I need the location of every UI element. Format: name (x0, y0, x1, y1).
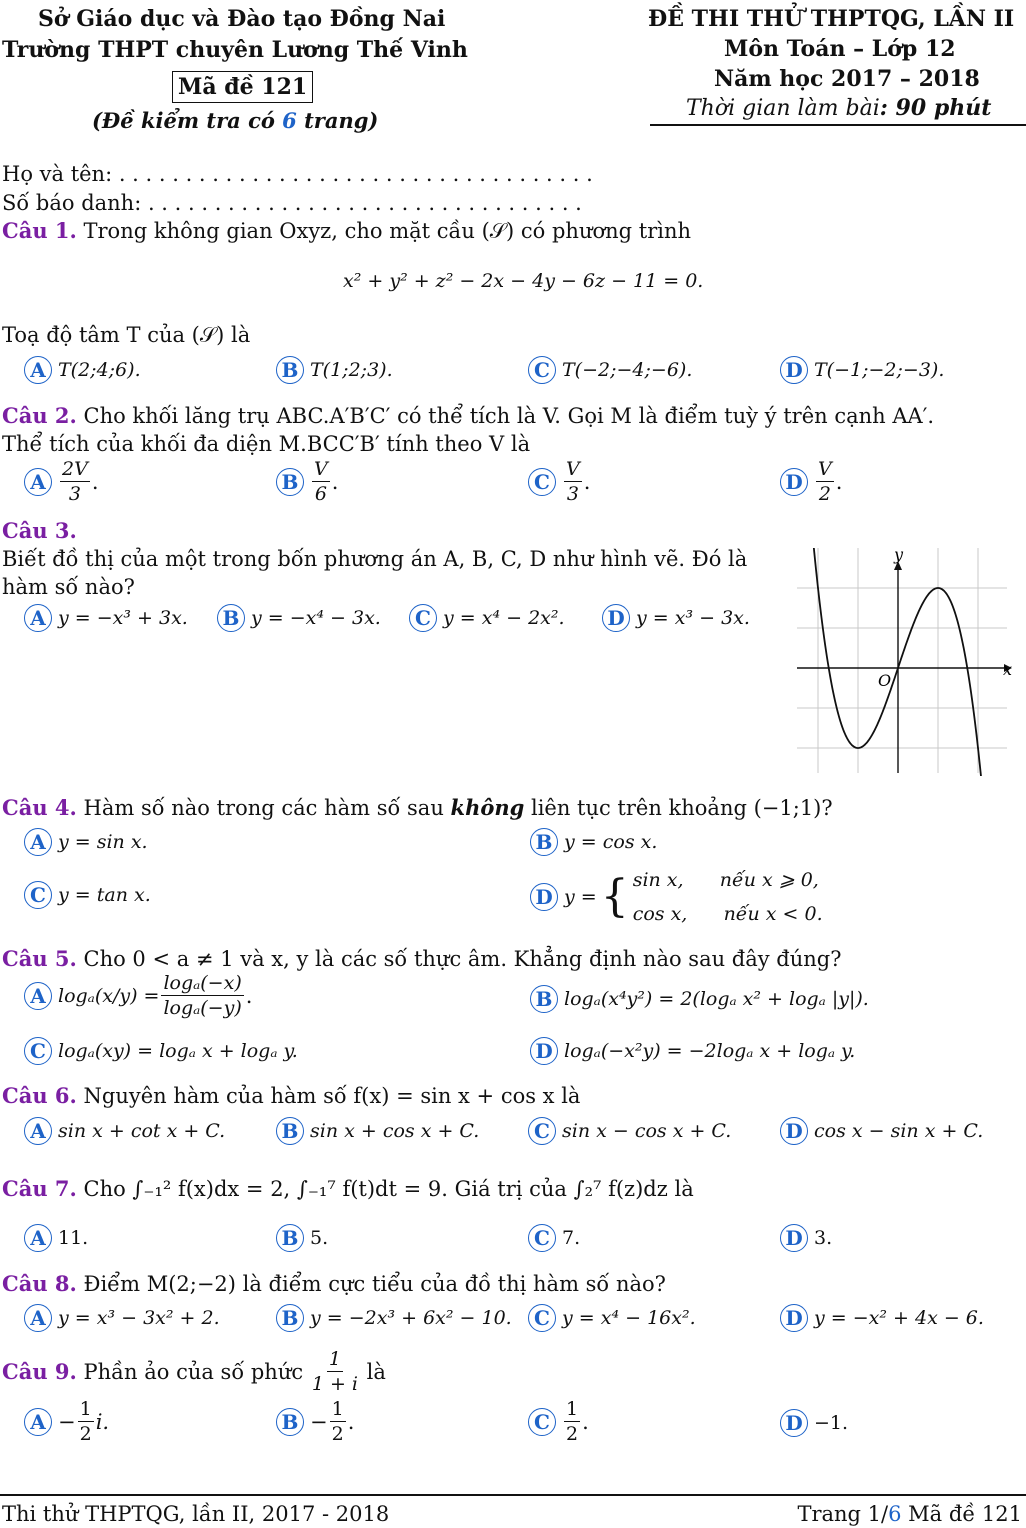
question-2 (2, 403, 934, 428)
question-label: Câu 8. (2, 1271, 77, 1296)
answer-a[interactable] (24, 604, 188, 632)
question-1 (2, 218, 691, 244)
answer-c[interactable]: C $\frac{V}{3}$ . (528, 457, 590, 506)
option-marker-b: B (276, 1408, 304, 1436)
answer-d[interactable] (780, 1409, 848, 1437)
option-marker-b: B (276, 1224, 304, 1252)
answer-d[interactable] (602, 604, 750, 632)
question-text-2: Thể tích của khối đa diện M.BCC′B′ tính theo V là (2, 432, 531, 456)
option-marker-c: C (528, 1304, 556, 1332)
answer-b[interactable] (217, 604, 381, 632)
fraction: $\frac{V}{2}$ (818, 458, 832, 505)
answer-text: 7. (562, 1227, 581, 1249)
option-marker-a: A (24, 1408, 52, 1436)
option-marker-a: A (24, 1224, 52, 1252)
footer-right: Trang 1/6 Mã đề 121 (797, 1502, 1022, 1526)
fraction: $\frac{1}{2}$ (79, 1398, 92, 1445)
question-label: Câu 7. (2, 1176, 77, 1201)
option-marker-d: D (780, 1304, 808, 1332)
fraction: $\frac{V}{6}$ (314, 458, 328, 505)
answer-a[interactable] (24, 1224, 88, 1252)
answer-text: y = x⁴ − 2x². (443, 607, 565, 629)
answer-text: y = x⁴ − 16x². (562, 1307, 696, 1329)
question-label: Câu 9. (2, 1359, 77, 1384)
answer-a[interactable]: A $\frac{2V}{3}$ . (24, 457, 99, 506)
answer-a[interactable] (24, 828, 148, 856)
question-label: Câu 5. (2, 946, 77, 971)
school-name: Trường THPT chuyên Lương Thế Vinh (2, 37, 468, 63)
answer-a[interactable]: A − $\frac{1}{2}$ i. (24, 1397, 109, 1446)
option-marker-c: C (24, 1037, 52, 1065)
exam-code: Mã đề 121 (172, 71, 313, 103)
option-marker-a: A (24, 1117, 52, 1145)
answer-text: T(2;4;6). (58, 359, 141, 381)
answer-c[interactable] (528, 1224, 580, 1252)
option-marker-b: B (276, 1304, 304, 1332)
subject: Môn Toán – Lớp 12 (724, 36, 956, 62)
answer-a[interactable] (24, 1304, 220, 1332)
option-marker-c: C (24, 881, 52, 909)
answer-text: y = x³ − 3x. (636, 607, 750, 629)
question-label: Câu 1. (2, 218, 77, 243)
answer-c[interactable]: C $\frac{1}{2}$ . (528, 1397, 589, 1446)
brace: { (600, 871, 629, 922)
piecewise: sin x, nếu x ⩾ 0, cos x, nếu x < 0. (632, 869, 823, 925)
answer-text: T(1;2;3). (310, 359, 393, 381)
option-marker-a: A (24, 1304, 52, 1332)
question-text: Cho khối lăng trụ ABC.A′B′C′ có thể tích là V. Gọi M là điểm tuỳ ý trên cạnh AA′. (83, 404, 935, 428)
answer-text: T(−2;−4;−6). (562, 359, 693, 381)
answer-text: sin x + cot x + C. (58, 1120, 226, 1142)
answer-text: y = −2x³ + 6x² − 10. (310, 1307, 512, 1329)
answer-text: cos x − sin x + C. (814, 1120, 984, 1142)
option-marker-c: C (528, 1117, 556, 1145)
answer-b[interactable]: B − $\frac{1}{2}$ . (276, 1397, 354, 1446)
answer-d[interactable] (530, 1037, 855, 1065)
answer-d[interactable] (780, 356, 944, 384)
option-marker-c: C (528, 468, 556, 496)
question-text: Điểm M(2;−2) là điểm cực tiểu của đồ thị hàm số nào? (83, 1272, 666, 1296)
answer-text: y = −x⁴ − 3x. (251, 607, 381, 629)
answer-b[interactable] (530, 985, 869, 1013)
fraction: $\frac{1}{2}$ (331, 1398, 344, 1445)
answer-text: logₐ(x/y) = (58, 984, 160, 1007)
question-text: Nguyên hàm của hàm số f(x) = sin x + cos x là (83, 1084, 581, 1108)
function-graph (792, 548, 1022, 776)
answer-text: sin x + cos x + C. (310, 1120, 480, 1142)
answer-c[interactable] (528, 1117, 731, 1145)
student-id-line: Số báo danh: . . . . . . . . . . . . . . . . . . . . . . . . . . . . . . . . . (2, 191, 582, 215)
option-marker-a: A (24, 604, 52, 632)
footer-rule (0, 1494, 1026, 1496)
option-marker-b: B (530, 985, 558, 1013)
question-text: Biết đồ thị của một trong bốn phương án A, B, C, D như hình vẽ. Đó là (2, 547, 748, 571)
answer-text: logₐ(xy) = logₐ x + logₐ y. (58, 1040, 298, 1062)
option-marker-d: D (602, 604, 630, 632)
school-year: Năm học 2017 – 2018 (714, 66, 980, 92)
answer-text: y = cos x. (564, 831, 658, 853)
option-marker-b: B (276, 468, 304, 496)
option-marker-c: C (528, 1224, 556, 1252)
answer-a[interactable] (24, 1117, 225, 1145)
question-text-2: hàm số nào? (2, 575, 135, 599)
answer-text: −1. (814, 1412, 849, 1434)
answer-b[interactable]: B $\frac{V}{6}$ . (276, 457, 338, 506)
option-marker-c: C (528, 1408, 556, 1436)
grid (797, 548, 1007, 773)
fraction: $\frac{1}{1 + i}$ (311, 1348, 358, 1395)
question-label: Câu 6. (2, 1083, 77, 1108)
answer-text: y = tan x. (58, 884, 151, 906)
exam-title: ĐỀ THI THỬ THPTQG, LẦN II (648, 6, 1015, 32)
answer-text: logₐ(x⁴y²) = 2(logₐ x² + logₐ |y|). (564, 988, 869, 1010)
answer-c[interactable] (528, 356, 692, 384)
option-marker-b: B (276, 1117, 304, 1145)
question-8 (2, 1271, 666, 1296)
answer-text: sin x − cos x + C. (562, 1120, 732, 1142)
question-label: Câu 3. (2, 518, 77, 543)
answer-a[interactable]: A logₐ(x/y) = $\frac{\text{logₐ(−x)}}{\text{logₐ(−y)}}$ . (24, 971, 252, 1020)
header-rule (650, 124, 1026, 126)
emphasis: không (450, 795, 525, 820)
answer-b[interactable] (276, 356, 393, 384)
option-marker-a: A (24, 468, 52, 496)
answer-b[interactable] (276, 1117, 479, 1145)
fraction: $\frac{V}{3}$ (566, 458, 580, 505)
option-marker-d: D (530, 883, 558, 911)
option-marker-d: D (780, 356, 808, 384)
question-9: Câu 9. Phần ảo của số phức $\frac{1}{1 + i}$ là (2, 1348, 386, 1395)
option-marker-d: D (780, 1409, 808, 1437)
question-label: Câu 2. (2, 403, 77, 428)
option-marker-b: B (217, 604, 245, 632)
footer-left: Thi thử THPTQG, lần II, 2017 - 2018 (2, 1502, 390, 1526)
answer-c[interactable] (24, 881, 151, 909)
option-marker-a: A (24, 356, 52, 384)
answer-b[interactable] (276, 1304, 512, 1332)
answer-text: 3. (814, 1227, 833, 1249)
answer-text: y = (564, 886, 597, 908)
option-marker-b: B (276, 356, 304, 384)
option-marker-a: A (24, 828, 52, 856)
question-4: Câu 4. Hàm số nào trong các hàm số sau không liên tục trên khoảng (−1;1)? (2, 795, 833, 820)
question-6 (2, 1083, 580, 1108)
answer-text: y = −x² + 4x − 6. (814, 1307, 984, 1329)
answer-d[interactable] (780, 1304, 984, 1332)
student-name-line: Họ và tên: . . . . . . . . . . . . . . . . . . . . . . . . . . . . . . . . . . . . (2, 162, 593, 186)
answer-c[interactable] (409, 604, 565, 632)
option-marker-d: D (780, 468, 808, 496)
answer-c[interactable] (528, 1304, 696, 1332)
option-marker-a: A (24, 982, 52, 1010)
question-5 (2, 946, 841, 971)
answer-text: T(−1;−2;−3). (814, 359, 945, 381)
question-text: Trong không gian Oxyz, cho mặt cầu (𝒮) có phương trình (83, 219, 691, 243)
answer-text: logₐ(−x²y) = −2logₐ x + logₐ y. (564, 1040, 856, 1062)
school-dept: Sở Giáo dục và Đào tạo Đồng Nai (38, 6, 446, 32)
option-marker-d: D (780, 1117, 808, 1145)
question-text: Cho 0 < a ≠ 1 và x, y là các số thực âm. Khẳng định nào sau đây đúng? (83, 947, 842, 971)
answer-text: 11. (58, 1227, 89, 1249)
option-marker-d: D (780, 1224, 808, 1252)
y-axis-label: y (894, 548, 904, 564)
question-text: Cho ∫₋₁² f(x)dx = 2, ∫₋₁⁷ f(t)dt = 9. Giá trị của ∫₂⁷ f(z)dz là (83, 1177, 694, 1201)
answer-d[interactable] (530, 863, 823, 931)
answer-b[interactable] (276, 1224, 328, 1252)
answer-text: y = −x³ + 3x. (58, 607, 188, 629)
fraction: $\frac{1}{2}$ (566, 1398, 579, 1445)
answer-text: 5. (310, 1227, 329, 1249)
option-marker-b: B (530, 828, 558, 856)
answer-text: y = sin x. (58, 831, 148, 853)
answer-d[interactable] (780, 1224, 832, 1252)
option-marker-c: C (409, 604, 437, 632)
answer-c[interactable] (24, 1037, 298, 1065)
fraction: $\frac{2V}{3}$ (62, 458, 88, 505)
answer-text: y = x³ − 3x² + 2. (58, 1307, 220, 1329)
answer-d[interactable] (780, 1117, 983, 1145)
equation: x² + y² + z² − 2x − 4y − 6z − 11 = 0. (343, 270, 704, 292)
option-marker-c: C (528, 356, 556, 384)
x-axis-label: x (1003, 660, 1013, 679)
time-limit: Thời gian làm bài: 90 phút (686, 95, 992, 121)
answer-a[interactable] (24, 356, 141, 384)
page-count: (Đề kiểm tra có 6 trang) (92, 108, 379, 133)
answer-b[interactable] (530, 828, 657, 856)
fraction: $\frac{\text{logₐ(−x)}}{\text{logₐ(−y)}}$ (163, 972, 242, 1019)
question-label: Câu 4. (2, 795, 77, 820)
option-marker-d: D (530, 1037, 558, 1065)
question-7 (2, 1176, 694, 1201)
answer-d[interactable]: D $\frac{V}{2}$ . (780, 457, 842, 506)
question-text-2: Toạ độ tâm T của (𝒮) là (2, 323, 251, 347)
origin-label: O (878, 671, 892, 690)
